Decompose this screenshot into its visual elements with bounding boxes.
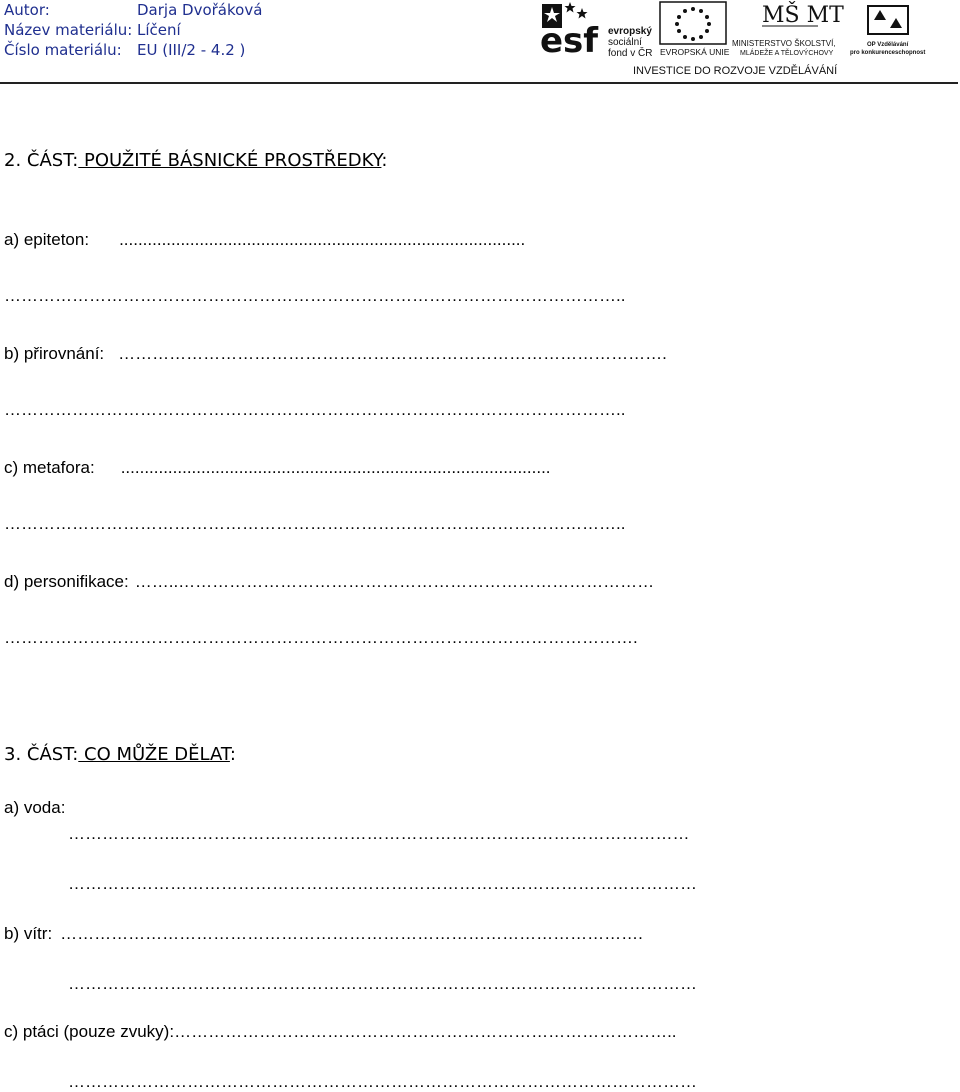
material-name-row [4, 20, 181, 40]
answer-line[interactable]: …………………………………………………………………………………………………. [4, 628, 638, 647]
star-icon [577, 8, 588, 19]
list-item-vitr: b) vítr: …………………………………………………………………………………………. [4, 924, 643, 943]
header-divider [0, 82, 958, 84]
material-number-value: EU (III/2 - 4.2 ) [137, 41, 246, 59]
star-icon [565, 2, 576, 13]
list-item-voda: a) voda: [4, 798, 66, 817]
msmt-logo [732, 1, 844, 57]
answer-line[interactable]: ………………………………………………………………………………………………… [68, 1072, 697, 1091]
op-vk-logo [850, 6, 925, 56]
triangle-icon [890, 18, 902, 28]
section3-title: CO MŮŽE DĚLAT [78, 744, 230, 765]
list-item-personifikace: d) personifikace: ……..………………………………………………………………………… [4, 572, 655, 591]
svg-text:MLÁDEŽE A TĚLOVÝCHOVY: MLÁDEŽE A TĚLOVÝCHOVY [740, 50, 834, 57]
answer-line[interactable]: ………………………………………………………………………………………………… [68, 974, 697, 993]
section2-heading: 2. ČÁST: POUŽITÉ BÁSNICKÉ PROSTŘEDKY: [4, 150, 388, 171]
svg-text:evropský: evropský [608, 26, 652, 37]
list-item-prirovnani: b) přirovnání: ……………………………………………………………………………………. [4, 344, 667, 363]
material-number-row [4, 40, 245, 60]
funding-logos [540, 0, 960, 80]
section3-heading: 3. ČÁST: CO MŮŽE DĚLAT: [4, 744, 236, 765]
list-item-epiteton: a) epiteton: ...................................................................................... [4, 230, 526, 249]
author-row [4, 0, 262, 20]
msmt-mark: MŠ MT [762, 3, 844, 28]
section2-title: POUŽITÉ BÁSNICKÉ PROSTŘEDKY [78, 150, 382, 171]
list-item-metafora: c) metafora: ........................................................................................... [4, 458, 551, 477]
answer-line[interactable]: ………………..……………………………………………………………………………… [68, 824, 690, 843]
esf-logo [540, 2, 652, 61]
list-item-ptaci: c) ptáci (pouze zvuky):…………………………………………………………………………….. [4, 1022, 677, 1041]
author-label: Autor: [4, 1, 50, 19]
answer-line[interactable]: ……………………………………………………………………………………………….. [4, 514, 626, 533]
svg-text:sociální: sociální [608, 37, 642, 48]
material-name-label: Název materiálu: [4, 21, 133, 39]
answer-line[interactable]: ………………………………………………………………………………………………… [68, 874, 697, 893]
svg-text:OP Vzdělávání: OP Vzdělávání [867, 42, 909, 48]
material-number-label: Číslo materiálu: [4, 41, 122, 59]
eu-flag-logo [660, 2, 730, 57]
svg-text:fond v ČR: fond v ČR [608, 48, 653, 59]
tagline: INVESTICE DO ROZVOJE VZDĚLÁVÁNÍ [633, 65, 838, 77]
svg-text:pro konkurenceschopnost: pro konkurenceschopnost [850, 50, 926, 56]
triangle-icon [874, 10, 886, 20]
author-value: Darja Dvořáková [137, 1, 263, 19]
answer-line[interactable]: ……………………………………………………………………………………………….. [4, 400, 626, 419]
material-name-value: Líčení [137, 21, 181, 39]
answer-line[interactable]: ……………………………………………………………………………………………….. [4, 286, 626, 305]
svg-text:MINISTERSTVO ŠKOLSTVÍ,: MINISTERSTVO ŠKOLSTVÍ, [732, 39, 836, 48]
logo-strip [540, 0, 960, 80]
esf-wordmark: esf [540, 21, 599, 61]
svg-text:EVROPSKÁ UNIE: EVROPSKÁ UNIE [660, 47, 730, 57]
